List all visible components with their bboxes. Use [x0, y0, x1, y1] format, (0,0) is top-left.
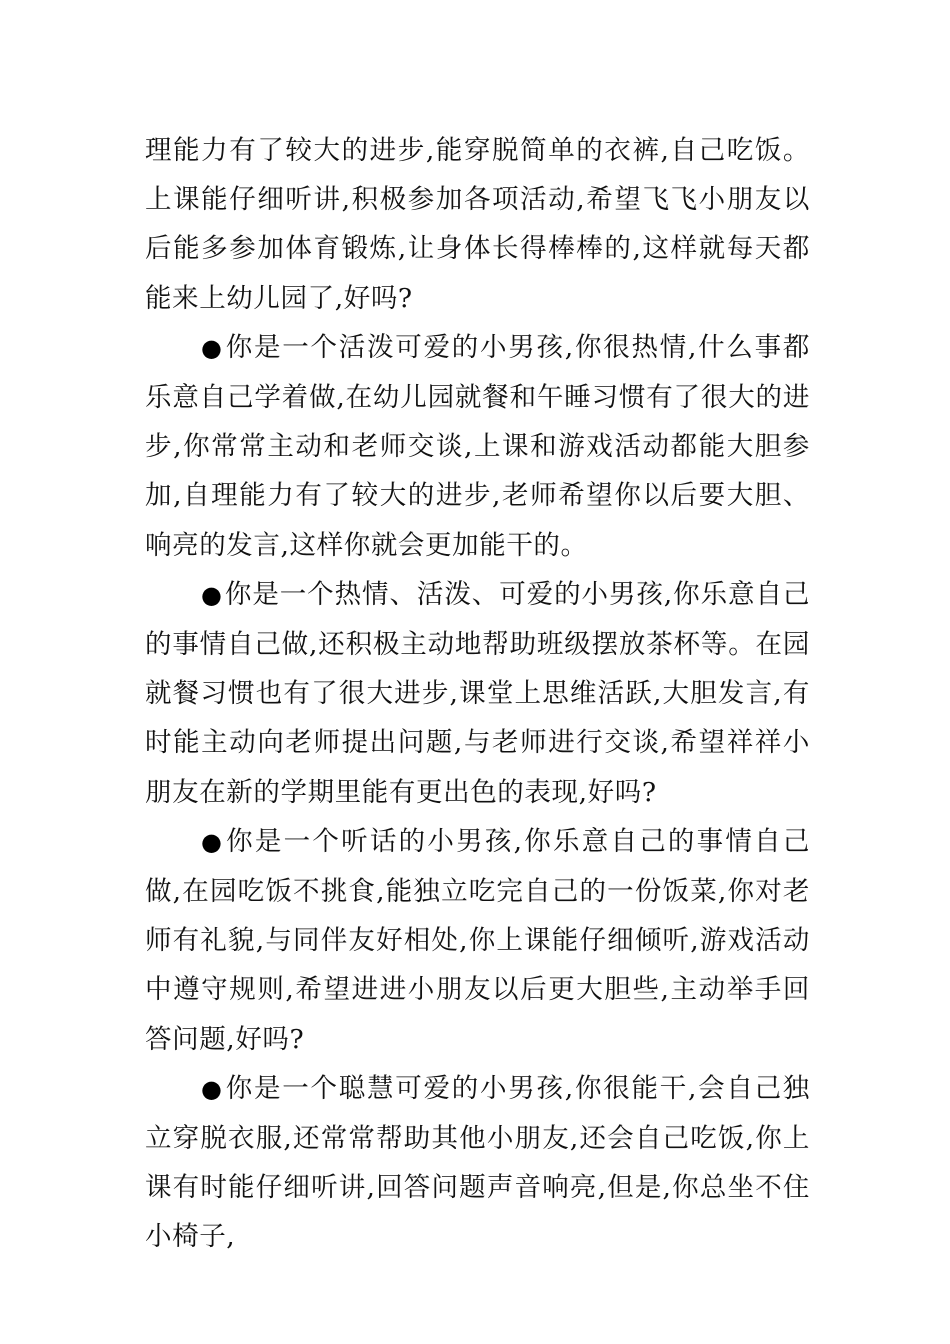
- comment-paragraph: [145, 323, 810, 570]
- paragraph-text: 你是一个听话的小男孩,你乐意自己的事情自己做,在园吃饭不挑食,能独立吃完自己的一份饭菜,你对老师有礼貌,与同伴友好相处,你上课能仔细倾听,游戏活动中遵守规则,希望进进小朋友以后更大胆些,主动举手回答问题,好吗?: [145, 825, 810, 1055]
- bullet-icon: ●: [201, 580, 223, 609]
- bullet-icon: ●: [201, 333, 223, 362]
- paragraph-text: 理能力有了较大的进步,能穿脱简单的衣裤,自己吃饭。上课能仔细听讲,积极参加各项活动,希望飞飞小朋友以后能多参加体育锻炼,让身体长得棒棒的,这样就每天都能来上幼儿园了,好吗?: [145, 135, 810, 314]
- comment-paragraph: [145, 570, 810, 817]
- paragraph-continuation: [145, 126, 810, 323]
- paragraph-text: 你是一个热情、活泼、可爱的小男孩,你乐意自己的事情自己做,还积极主动地帮助班级摆放茶杯等。在园就餐习惯也有了很大进步,课堂上思维活跃,大胆发言,有时能主动向老师提出问题,与老师进行交谈,希望祥祥小朋友在新的学期里能有更出色的表现,好吗?: [145, 578, 810, 808]
- paragraph-text: 你是一个活泼可爱的小男孩,你很热情,什么事都乐意自己学着做,在幼儿园就餐和午睡习惯有了很大的进步,你常常主动和老师交谈,上课和游戏活动都能大胆参加,自理能力有了较大的进步,老师希望你以后要大胆、响亮的发言,这样你就会更加能干的。: [145, 331, 810, 561]
- bullet-icon: ●: [201, 827, 223, 856]
- document-body: [145, 126, 810, 1262]
- comment-paragraph: [145, 1064, 810, 1262]
- paragraph-text: 你是一个聪慧可爱的小男孩,你很能干,会自己独立穿脱衣服,还常常帮助其他小朋友,还会自己吃饭,你上课有时能仔细听讲,回答问题声音响亮,但是,你总坐不住小椅子,: [145, 1072, 810, 1253]
- bullet-icon: ●: [201, 1074, 223, 1103]
- comment-paragraph: [145, 817, 810, 1064]
